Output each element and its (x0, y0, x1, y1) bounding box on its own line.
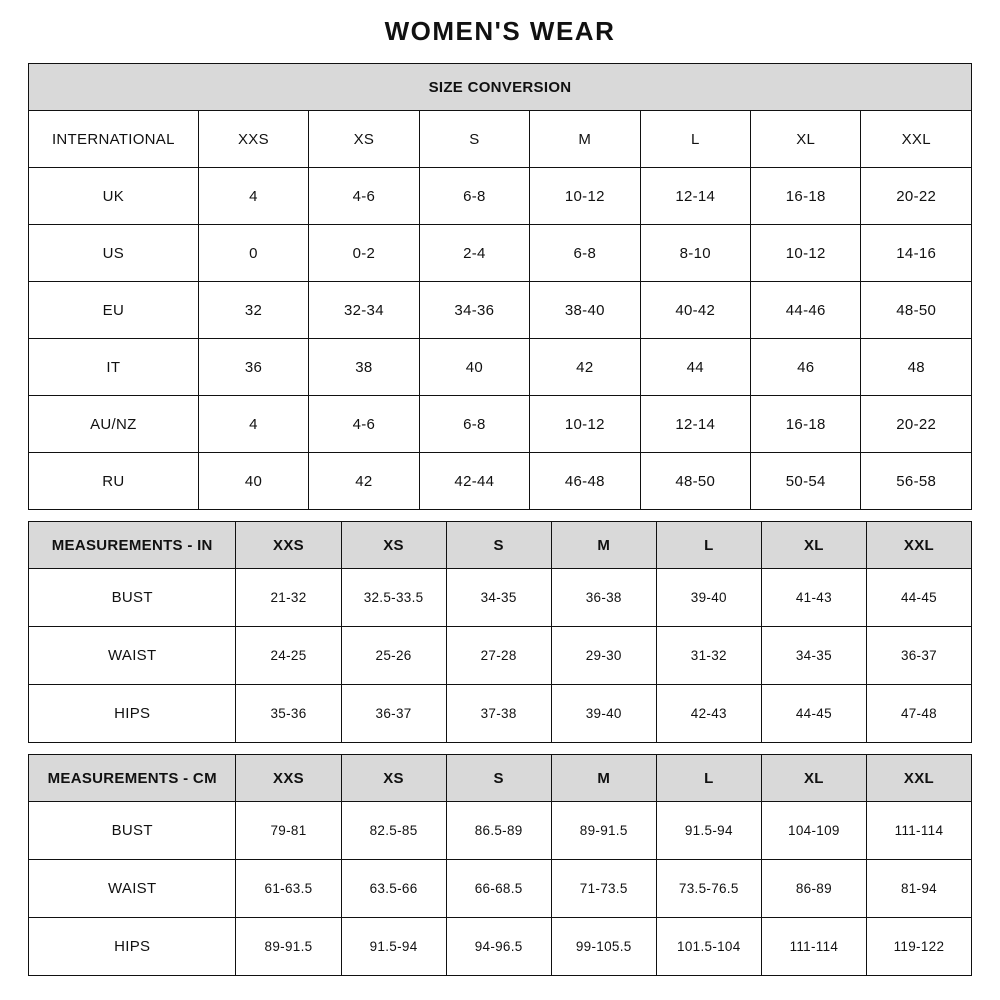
cell: 4-6 (309, 168, 419, 225)
cell: 32-34 (309, 282, 419, 339)
measurements-in-header: MEASUREMENTS - IN (29, 522, 236, 569)
cell: 48-50 (861, 282, 972, 339)
cell: 20-22 (861, 168, 972, 225)
cell: 32.5-33.5 (341, 569, 446, 627)
row-label: BUST (29, 569, 236, 627)
column-header-xl: XL (751, 111, 861, 168)
cell: 29-30 (551, 627, 656, 685)
cell: 4-6 (309, 396, 419, 453)
cell: 82.5-85 (341, 802, 446, 860)
cell: 71-73.5 (551, 860, 656, 918)
row-label: AU/NZ (29, 396, 199, 453)
cell: 89-91.5 (551, 802, 656, 860)
cell: 66-68.5 (446, 860, 551, 918)
cell: 94-96.5 (446, 918, 551, 976)
table-row-hips-in (29, 685, 972, 743)
cell: 101.5-104 (656, 918, 761, 976)
size-header-s: S (446, 522, 551, 569)
cell: 16-18 (751, 168, 861, 225)
cell: 89-91.5 (236, 918, 341, 976)
table-row-ru (29, 453, 972, 510)
table-row-eu (29, 282, 972, 339)
cell: 81-94 (866, 860, 971, 918)
cell: 86.5-89 (446, 802, 551, 860)
cell: 40-42 (640, 282, 750, 339)
cell: 39-40 (551, 685, 656, 743)
cell: 79-81 (236, 802, 341, 860)
size-conversion-columns-row (29, 111, 972, 168)
cell: 111-114 (866, 802, 971, 860)
cell: 111-114 (761, 918, 866, 976)
row-label: BUST (29, 802, 236, 860)
table-row-waist-in (29, 627, 972, 685)
table-row-hips-cm (29, 918, 972, 976)
table-row-waist-cm (29, 860, 972, 918)
size-header-xxl: XXL (866, 755, 971, 802)
cell: 20-22 (861, 396, 972, 453)
row-label: HIPS (29, 918, 236, 976)
cell: 0-2 (309, 225, 419, 282)
table-row-aunz (29, 396, 972, 453)
column-header-international: INTERNATIONAL (29, 111, 199, 168)
measurements-in-header-row (29, 522, 972, 569)
cell: 61-63.5 (236, 860, 341, 918)
cell: 63.5-66 (341, 860, 446, 918)
measurements-cm-header: MEASUREMENTS - CM (29, 755, 236, 802)
table-row-uk (29, 168, 972, 225)
cell: 44-45 (866, 569, 971, 627)
size-header-m: M (551, 522, 656, 569)
column-header-xxs: XXS (198, 111, 308, 168)
cell: 48 (861, 339, 972, 396)
cell: 44 (640, 339, 750, 396)
size-conversion-header: SIZE CONVERSION (29, 64, 972, 111)
cell: 38 (309, 339, 419, 396)
cell: 36-37 (866, 627, 971, 685)
size-header-l: L (656, 522, 761, 569)
cell: 6-8 (419, 168, 529, 225)
column-header-s: S (419, 111, 529, 168)
cell: 99-105.5 (551, 918, 656, 976)
column-header-m: M (530, 111, 640, 168)
row-label: EU (29, 282, 199, 339)
cell: 32 (198, 282, 308, 339)
cell: 10-12 (751, 225, 861, 282)
cell: 42 (530, 339, 640, 396)
cell: 91.5-94 (656, 802, 761, 860)
measurements-cm-header-row (29, 755, 972, 802)
cell: 14-16 (861, 225, 972, 282)
size-header-xl: XL (761, 522, 866, 569)
column-header-l: L (640, 111, 750, 168)
cell: 91.5-94 (341, 918, 446, 976)
size-header-xl: XL (761, 755, 866, 802)
size-header-xxl: XXL (866, 522, 971, 569)
table-row-us (29, 225, 972, 282)
column-header-xs: XS (309, 111, 419, 168)
size-header-m: M (551, 755, 656, 802)
cell: 42-44 (419, 453, 529, 510)
cell: 27-28 (446, 627, 551, 685)
cell: 0 (198, 225, 308, 282)
row-label: RU (29, 453, 199, 510)
cell: 34-35 (446, 569, 551, 627)
cell: 86-89 (761, 860, 866, 918)
cell: 38-40 (530, 282, 640, 339)
size-header-xs: XS (341, 755, 446, 802)
cell: 25-26 (341, 627, 446, 685)
row-label: UK (29, 168, 199, 225)
cell: 41-43 (761, 569, 866, 627)
cell: 34-36 (419, 282, 529, 339)
cell: 46 (751, 339, 861, 396)
table-row-it (29, 339, 972, 396)
cell: 42 (309, 453, 419, 510)
measurements-cm-table (28, 754, 972, 976)
cell: 24-25 (236, 627, 341, 685)
cell: 31-32 (656, 627, 761, 685)
cell: 12-14 (640, 168, 750, 225)
cell: 10-12 (530, 396, 640, 453)
row-label: HIPS (29, 685, 236, 743)
table-row-bust-cm (29, 802, 972, 860)
cell: 8-10 (640, 225, 750, 282)
cell: 35-36 (236, 685, 341, 743)
cell: 6-8 (530, 225, 640, 282)
row-label: IT (29, 339, 199, 396)
column-header-xxl: XXL (861, 111, 972, 168)
cell: 73.5-76.5 (656, 860, 761, 918)
size-conversion-table (28, 63, 972, 510)
row-label: US (29, 225, 199, 282)
cell: 16-18 (751, 396, 861, 453)
cell: 44-45 (761, 685, 866, 743)
cell: 4 (198, 168, 308, 225)
size-header-l: L (656, 755, 761, 802)
cell: 42-43 (656, 685, 761, 743)
cell: 39-40 (656, 569, 761, 627)
cell: 10-12 (530, 168, 640, 225)
cell: 34-35 (761, 627, 866, 685)
size-conversion-header-row (29, 64, 972, 111)
cell: 47-48 (866, 685, 971, 743)
row-label: WAIST (29, 860, 236, 918)
cell: 104-109 (761, 802, 866, 860)
cell: 21-32 (236, 569, 341, 627)
table-row-bust-in (29, 569, 972, 627)
cell: 6-8 (419, 396, 529, 453)
cell: 36 (198, 339, 308, 396)
page-title: WOMEN'S WEAR (384, 16, 616, 46)
cell: 4 (198, 396, 308, 453)
size-header-xxs: XXS (236, 755, 341, 802)
cell: 46-48 (530, 453, 640, 510)
cell: 36-37 (341, 685, 446, 743)
size-header-xxs: XXS (236, 522, 341, 569)
cell: 50-54 (751, 453, 861, 510)
cell: 40 (419, 339, 529, 396)
cell: 36-38 (551, 569, 656, 627)
cell: 37-38 (446, 685, 551, 743)
cell: 44-46 (751, 282, 861, 339)
cell: 2-4 (419, 225, 529, 282)
row-label: WAIST (29, 627, 236, 685)
cell: 48-50 (640, 453, 750, 510)
size-header-xs: XS (341, 522, 446, 569)
cell: 56-58 (861, 453, 972, 510)
size-header-s: S (446, 755, 551, 802)
measurements-in-table (28, 521, 972, 743)
cell: 12-14 (640, 396, 750, 453)
cell: 40 (198, 453, 308, 510)
cell: 119-122 (866, 918, 971, 976)
